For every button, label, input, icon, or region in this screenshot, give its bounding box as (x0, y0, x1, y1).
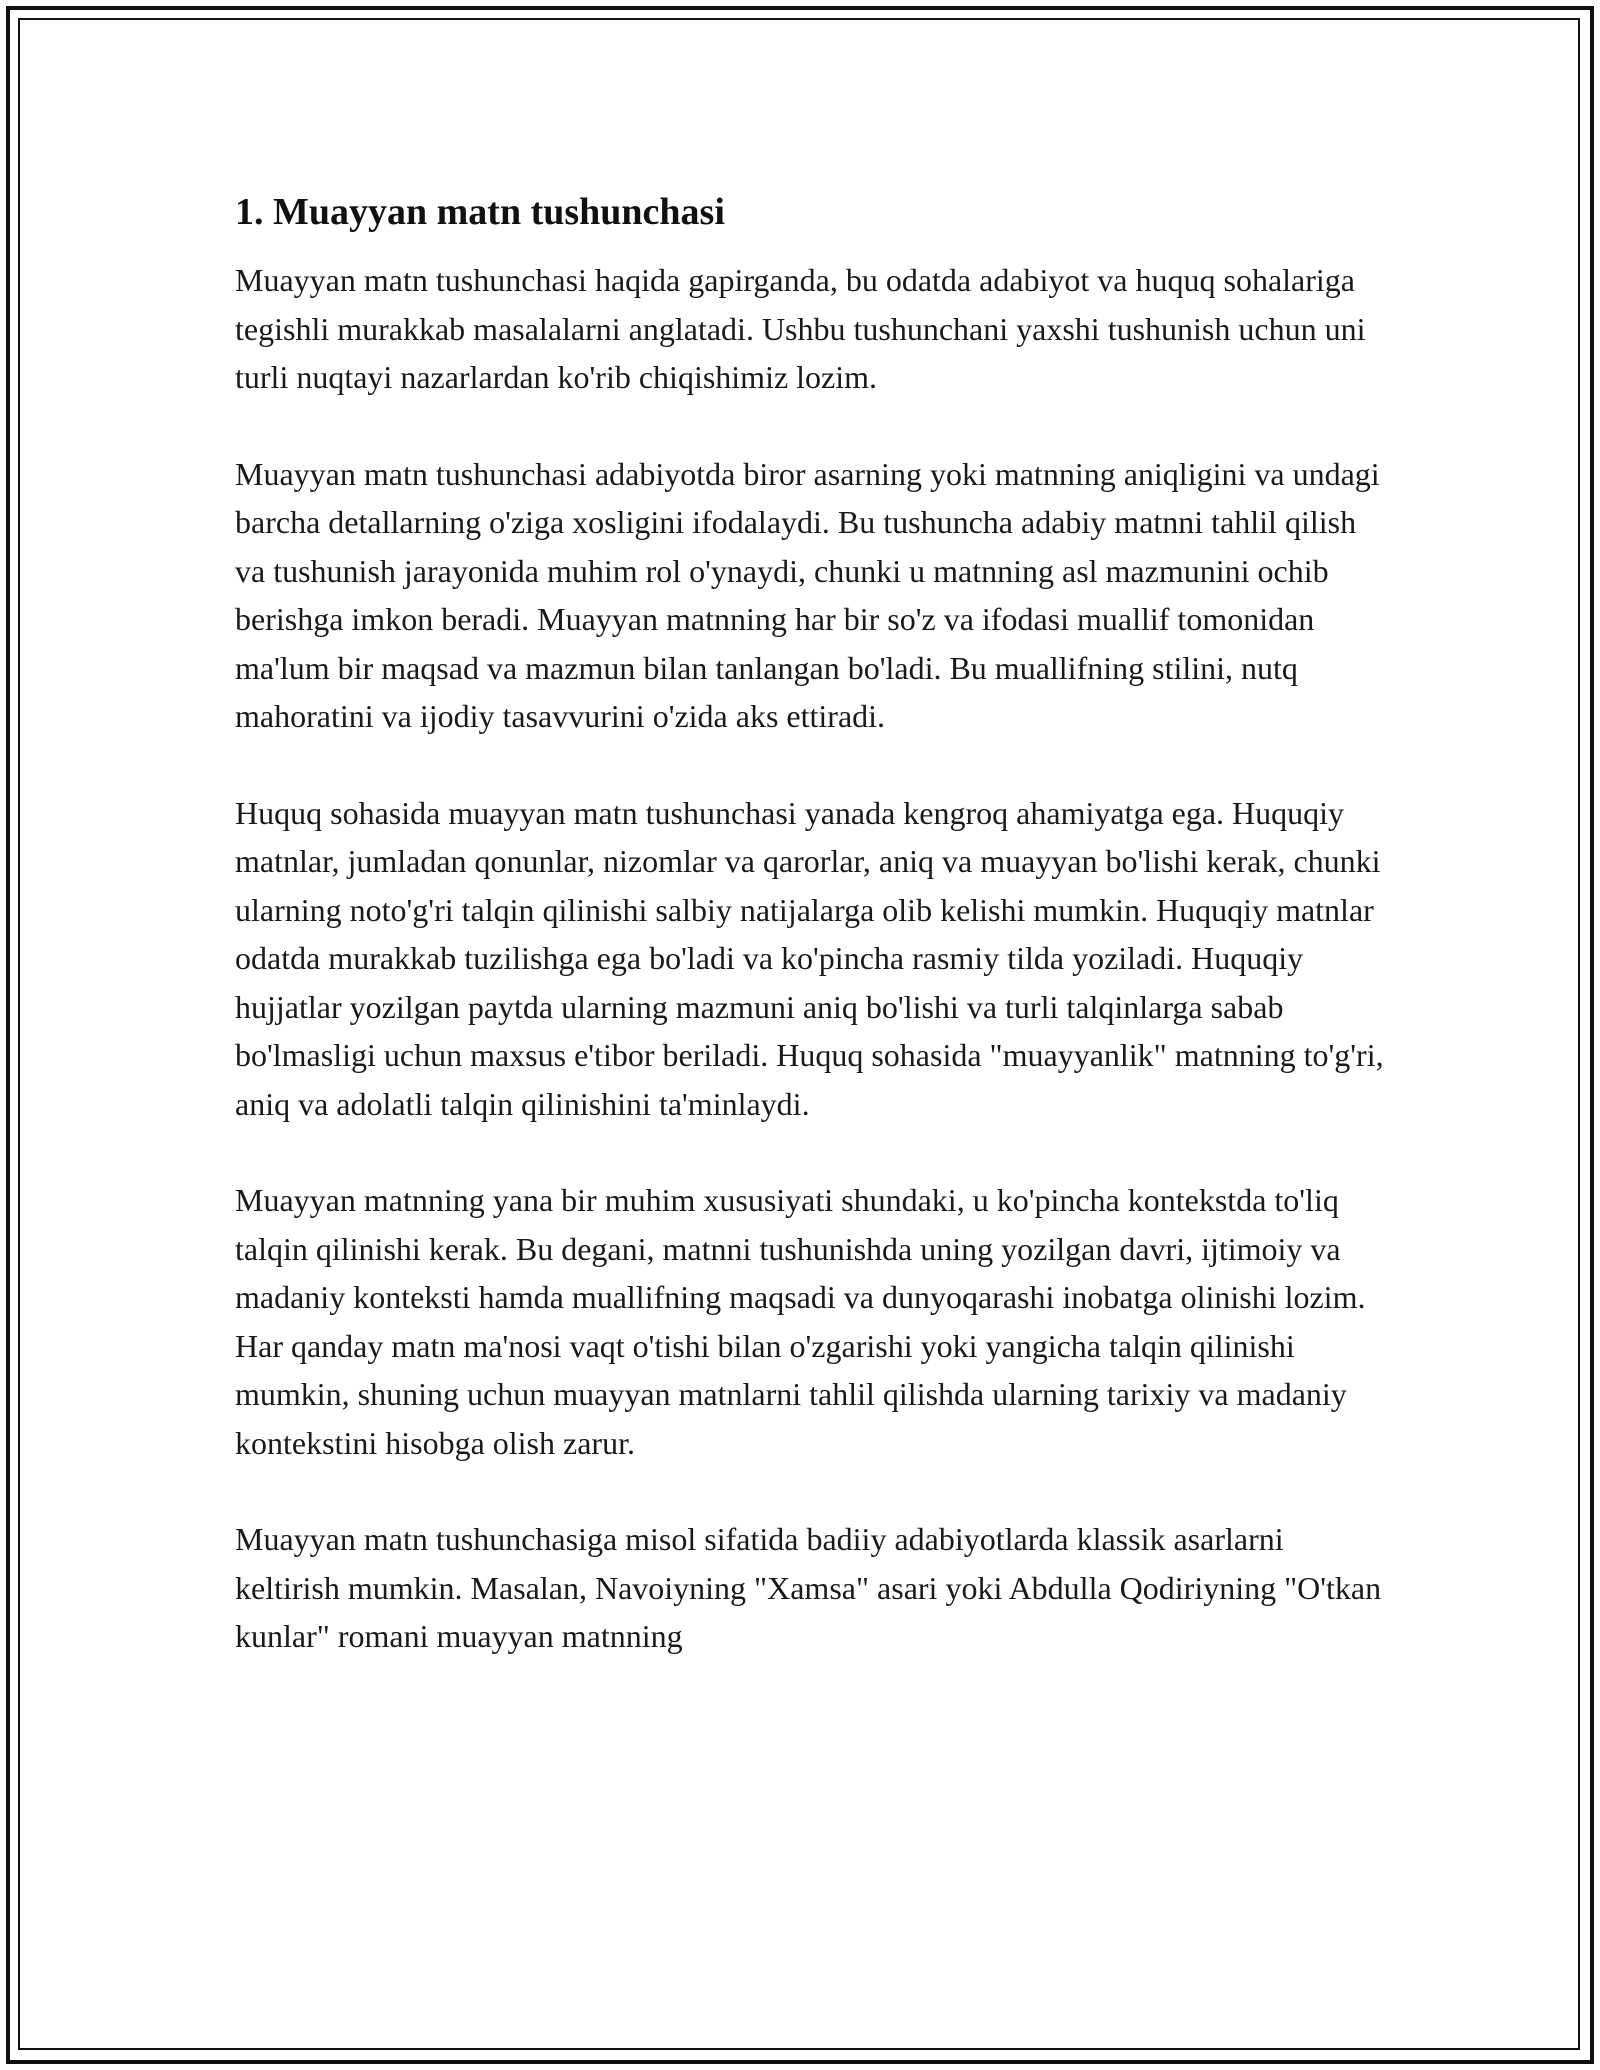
paragraph-5: Muayyan matn tushunchasiga misol sifatida badiiy adabiyotlarda klassik asarlarni keltirish mumkin. Masalan, Navoiyning "Xamsa" asari yoki Abdulla Qodiriyning "O'tkan kunlar" romani muayyan matnning (235, 1521, 1382, 1654)
paragraph-1: Muayyan matn tushunchasi haqida gapirganda, bu odatda adabiyot va huquq sohalariga tegishli murakkab masalalarni anglatadi. Ushbu tushunchani yaxshi tushunish uchun uni turli nuqtayi nazarlardan ko'rib chiqishimiz lozim. (235, 262, 1366, 395)
section-heading: 1. Muayyan matn tushunchasi (235, 191, 725, 233)
paragraph-3: Huquq sohasida muayyan matn tushunchasi yanada kengroq ahamiyatga ega. Huquqiy matnlar, jumladan qonunlar, nizomlar va qarorlar, aniq va muayyan bo'lishi kerak, chunki ularning noto'g'ri talqin qilinishi salbiy natijalarga olib kelishi mumkin. Huquqiy matnlar odatda murakkab tuzilishga ega bo'ladi va ko'pincha rasmiy tilda yoziladi. Huquqiy hujjatlar yozilgan paytda ularning mazmuni aniq bo'lishi va turli talqinlarga sabab bo'lmasligi uchun maxsus e'tibor beriladi. Huquq sohasida "muayyanlik" matnning to'g'ri, aniq va adolatli talqin qilinishini ta'minlaydi. (235, 794, 1384, 1122)
paragraph-2: Muayyan matn tushunchasi adabiyotda biror asarning yoki matnning aniqligini va undagi barcha detallarning o'ziga xosligini ifodalaydi. Bu tushuncha adabiy matnni tahlil qilish va tushunish jarayonida muhim rol o'ynaydi, chunki u matnning asl mazmunini ochib berishga imkon beradi. Muayyan matnning har bir so'z va ifodasi muallif tomonidan ma'lum bir maqsad va mazmun bilan tanlangan bo'ladi. Bu muallifning stilini, nutq mahoratini va ijodiy tasavvurini o'zida aks ettiradi. (235, 455, 1380, 734)
document-body (235, 188, 1385, 1709)
paragraph-4: Muayyan matnning yana bir muhim xususiyati shundaki, u ko'pincha kontekstda to'liq talqin qilinishi kerak. Bu degani, matnni tushunishda uning yozilgan davri, ijtimoiy va madaniy konteksti hamda muallifning maqsadi va dunyoqarashi inobatga olinishi lozim. Har qanday matn ma'nosi vaqt o'tishi bilan o'zgarishi yoki yangicha talqin qilinishi mumkin, shuning uchun muayyan matnlarni tahlil qilishda ularning tarixiy va madaniy kontekstini hisobga olish zarur. (235, 1182, 1366, 1461)
